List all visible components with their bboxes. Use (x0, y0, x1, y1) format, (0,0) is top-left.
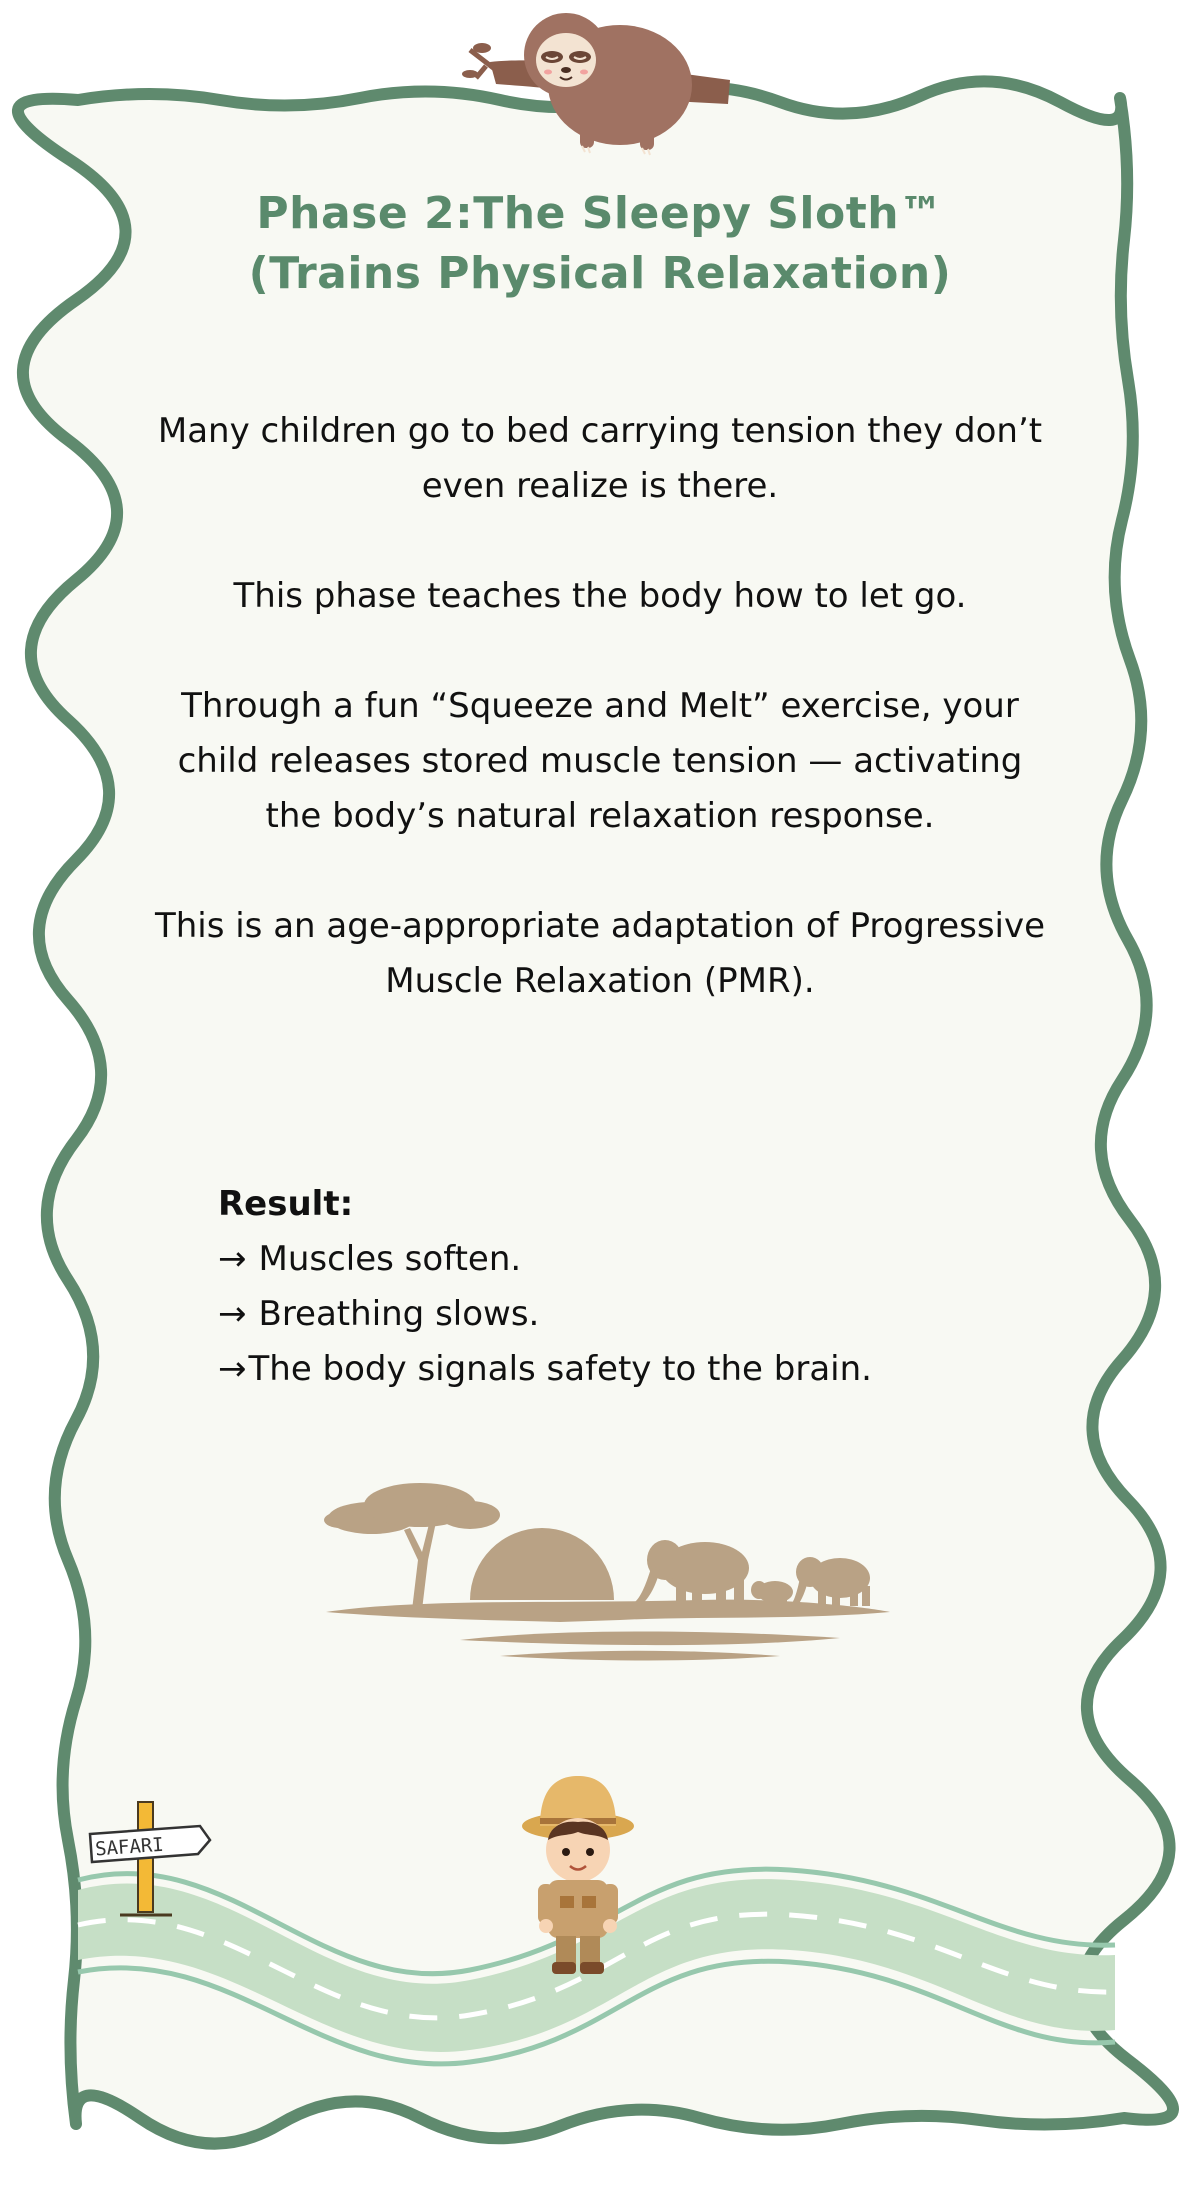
result-item-text: Breathing slows. (258, 1294, 540, 1334)
paragraph-exercise: Through a fun “Squeeze and Melt” exercise, your child releases stored muscle tension — activating the body’s natural relaxation response. (177, 686, 1023, 836)
result-item-text: Muscles soften. (258, 1239, 522, 1279)
arrow-icon: → (218, 1349, 247, 1389)
result-section (218, 1177, 1018, 1397)
title-line-1: Phase 2:The Sleepy Sloth™ (256, 188, 944, 239)
result-item (218, 1232, 1018, 1287)
page-title (150, 184, 1050, 304)
result-heading: Result: (218, 1184, 354, 1224)
description (150, 404, 1050, 1064)
paragraph-pmr: This is an age-appropriate adaptation of Progressive Muscle Relaxation (PMR). (154, 906, 1046, 1001)
result-item-text: The body signals safety to the brain. (248, 1349, 872, 1389)
arrow-icon: → (218, 1294, 247, 1334)
result-list (218, 1232, 1018, 1397)
paragraph-purpose: This phase teaches the body how to let go. (233, 576, 967, 616)
result-item (218, 1287, 1018, 1342)
signpost-label: SAFARI (94, 1833, 165, 1861)
result-item (218, 1342, 1018, 1397)
arrow-icon: → (218, 1239, 247, 1279)
title-line-2: (Trains Physical Relaxation) (248, 248, 952, 299)
paragraph-intro: Many children go to bed carrying tension they don’t even realize is there. (157, 411, 1043, 506)
